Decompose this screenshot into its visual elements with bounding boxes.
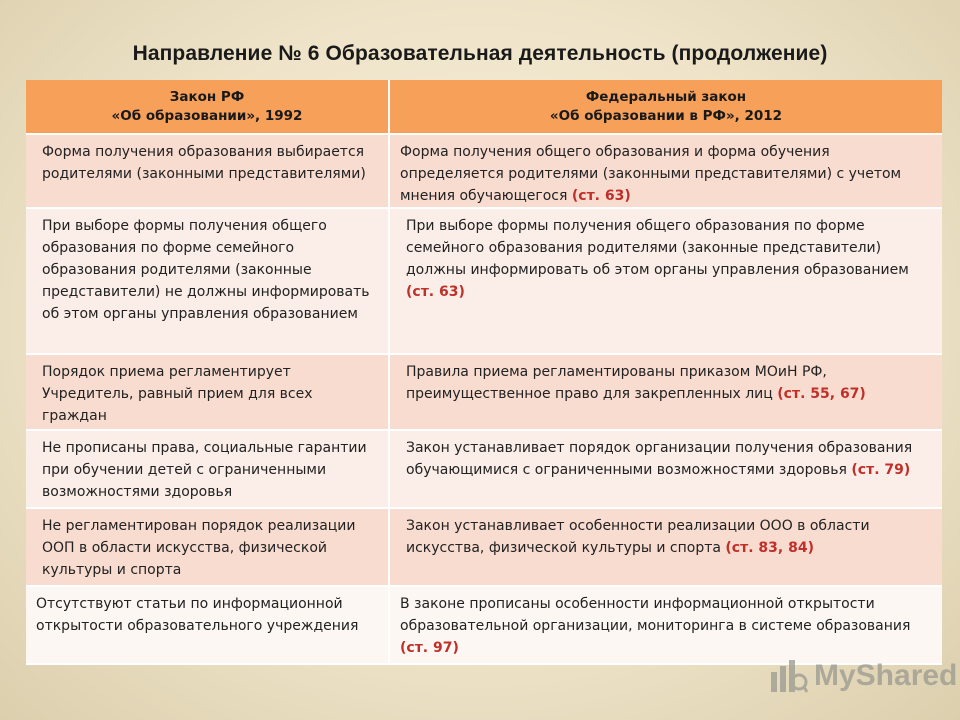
- myshared-logo-icon: [768, 656, 808, 696]
- table-row: [26, 134, 942, 208]
- cell-1992: [26, 208, 389, 354]
- cell-1992: [26, 508, 389, 586]
- cell-text: Не регламентирован порядок реализации ООП в области искусства, физической культуры и спорта: [42, 518, 356, 578]
- cell-text: Закон устанавливает порядок организации получения образования обучающимися с ограниченными возможностями здоровья: [406, 440, 913, 478]
- cell-text: Правила приема регламентированы приказом МОиН РФ, преимущественное право для закрепленных лиц: [406, 364, 827, 402]
- header-line: «Об образовании», 1992: [111, 107, 303, 124]
- watermark-text: MyShared: [814, 659, 958, 692]
- article-ref: (ст. 79): [851, 462, 911, 478]
- header-line: Федеральный закон: [585, 88, 747, 105]
- comparison-table: [26, 80, 942, 665]
- cell-2012: [389, 208, 942, 354]
- cell-text: Форма получения общего образования и форма обучения определяется родителями (законными представителями) с учетом мнения обучающегося: [400, 144, 902, 204]
- table-row: [26, 430, 942, 508]
- cell-text: Закон устанавливает особенности реализации ООО в области искусства, физической культуры и спорта: [406, 518, 870, 556]
- cell-text: Порядок приема регламентирует Учредитель, равный прием для всех граждан: [42, 364, 313, 424]
- cell-text: При выборе формы получения общего образования по форме семейного образования родителями (законные представители) должны информировать об этом органы управления образованием: [406, 218, 909, 278]
- cell-1992: [26, 354, 389, 430]
- header-line: «Об образовании в РФ», 2012: [549, 107, 783, 124]
- cell-text: В законе прописаны особенности информационной открытости образовательной организации, мониторинга в системе образования: [400, 596, 911, 634]
- article-ref: (ст. 55, 67): [777, 386, 866, 402]
- table-header-row: [26, 80, 942, 134]
- cell-2012: [389, 134, 942, 208]
- cell-text: Форма получения образования выбирается родителями (законными представителями): [42, 144, 366, 182]
- watermark: [768, 656, 957, 696]
- article-ref: (ст. 83, 84): [725, 540, 814, 556]
- slide-title: Направление № 6 Образовательная деятельность (продолжение): [132, 42, 828, 65]
- header-line: Закон РФ: [169, 88, 245, 105]
- table-row: [26, 586, 942, 664]
- article-ref: (ст. 63): [406, 284, 465, 300]
- cell-1992: [26, 134, 389, 208]
- article-ref: (ст. 63): [571, 188, 631, 204]
- table-row: [26, 208, 942, 354]
- article-ref: (ст. 97): [400, 640, 459, 656]
- table-row: [26, 508, 942, 586]
- cell-text: При выборе формы получения общего образования по форме семейного образования родителями (законные представители) не должны информировать об этом органы управления образованием: [42, 218, 370, 322]
- header-law-2012: [389, 80, 942, 134]
- table-row: [26, 354, 942, 430]
- cell-2012: [389, 586, 942, 664]
- cell-text: Отсутствуют статьи по информационной открытости образовательного учреждения: [36, 596, 359, 634]
- cell-2012: [389, 508, 942, 586]
- cell-1992: [26, 586, 389, 664]
- cell-text: Не прописаны права, социальные гарантии при обучении детей с ограниченными возможностями здоровья: [42, 440, 367, 500]
- cell-2012: [389, 354, 942, 430]
- cell-1992: [26, 430, 389, 508]
- header-law-1992: [26, 80, 389, 134]
- cell-2012: [389, 430, 942, 508]
